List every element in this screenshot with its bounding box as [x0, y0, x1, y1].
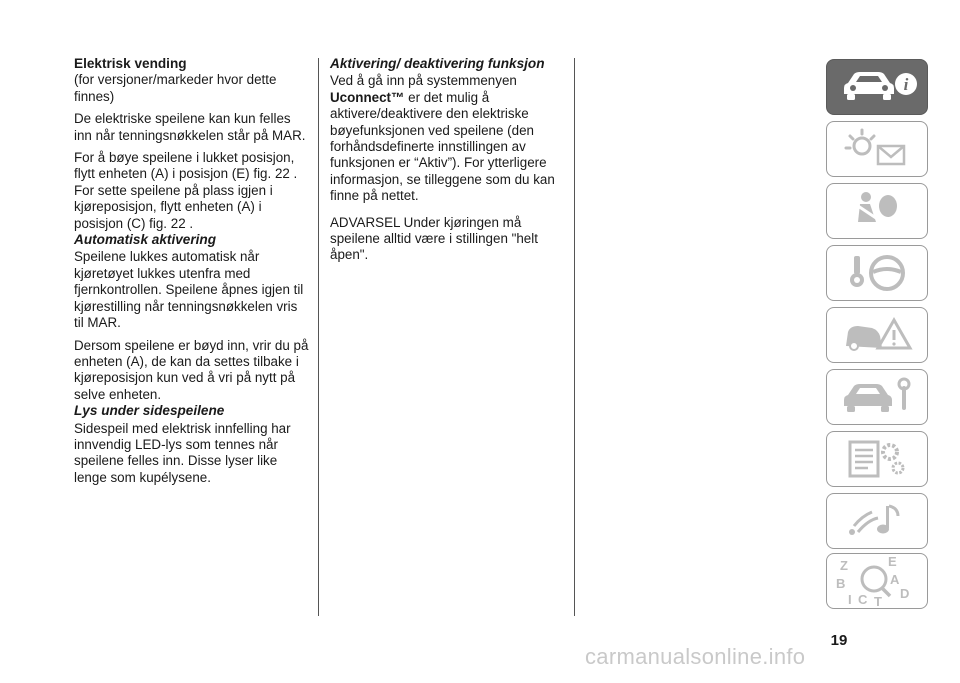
- tab-index[interactable]: [826, 553, 928, 609]
- car-info-icon: [832, 64, 922, 110]
- paragraph: De elektriske speilene kan kun felles inn når tenningsnøkkelen står på MAR.: [74, 111, 306, 143]
- tab-technical-data[interactable]: [826, 431, 928, 487]
- tab-car-info[interactable]: [826, 59, 928, 115]
- section-heading-automatic: Automatisk aktivering: [74, 232, 217, 248]
- page-number: 19: [830, 632, 848, 649]
- paragraph: Speilene lukkes automatisk når kjøretøyet lukkes utenfra med fjernkontrollen. Speilene åpnes igjen til kjørestilling når tenningsnøkkelen vris til MAR.: [74, 249, 304, 331]
- tab-multimedia[interactable]: [826, 493, 928, 549]
- tab-maintenance[interactable]: [826, 369, 928, 425]
- index-letter: B: [836, 576, 846, 591]
- paragraph: [330, 73, 566, 204]
- section-subheading: (for versjoner/markeder hvor dette finnes): [74, 72, 277, 104]
- svg-text:i: i: [903, 75, 909, 94]
- index-letter: T: [874, 594, 882, 608]
- multimedia-icon: [832, 498, 922, 544]
- paragraph: For å bøye speilene i lukket posisjon, flytt enheten (A) i posisjon (E) fig. 22 . For sette speilene på plass igjen i kjøreposisjon, flytt enheten (A) i posisjon (C) fig. 22 .: [74, 150, 298, 231]
- left-column: [74, 56, 310, 492]
- tab-starting-driving[interactable]: [826, 245, 928, 301]
- paragraph-text: Ved å gå inn på systemmenyen: [330, 73, 517, 89]
- index-letter: A: [890, 572, 900, 587]
- index-letter: D: [900, 586, 910, 601]
- warning-paragraph: ADVARSEL Under kjøringen må speilene alltid være i stillingen "helt åpen".: [330, 214, 538, 263]
- index-letter: C: [858, 592, 868, 607]
- column-divider: [318, 58, 319, 616]
- key-steering-wheel-icon: [832, 250, 922, 296]
- brand-name: Uconnect™: [330, 89, 405, 105]
- index-letter: I: [848, 592, 852, 607]
- index-search-icon: [832, 554, 922, 608]
- index-letter: Z: [840, 558, 848, 573]
- emergency-car-icon: [832, 312, 922, 358]
- paragraph: Sidespeil med elektrisk innfelling har innvendig LED-lys som tennes når speilene felles inn. Disse lyser like lenge som kupélysene.: [74, 420, 291, 485]
- paragraph: Dersom speilene er bøyd inn, vrir du på enheten (A), de kan da settes tilbake i kjøreposisjon kun ved å vri på nytt på selve enheten.: [74, 337, 309, 402]
- section-heading-lights: Lys under sidespeilene: [74, 403, 225, 419]
- tab-emergency[interactable]: [826, 307, 928, 363]
- tab-warning-lights[interactable]: [826, 121, 928, 177]
- column-divider: [574, 58, 575, 616]
- paragraph-text: er det mulig å aktivere/deaktivere den elektriske bøyefunksjonen ved speilene (den forhåndsdefinerte innstillingen av funksjonen er “Aktiv”). For ytterligere informasjon, se tilleggene som du kan finne på nettet.: [330, 89, 555, 204]
- middle-column: [330, 56, 566, 270]
- watermark: carmanualsonline.info: [585, 644, 806, 669]
- index-letter: E: [888, 554, 897, 569]
- section-heading-activation: Aktivering/ deaktivering funksjon: [330, 56, 545, 71]
- tab-safety[interactable]: [826, 183, 928, 239]
- airbag-seatbelt-icon: [832, 188, 922, 234]
- car-maintenance-icon: [832, 374, 922, 420]
- section-heading: Elektrisk vending: [74, 56, 187, 71]
- technical-data-icon: [832, 436, 922, 482]
- warning-lights-message-icon: [832, 126, 922, 172]
